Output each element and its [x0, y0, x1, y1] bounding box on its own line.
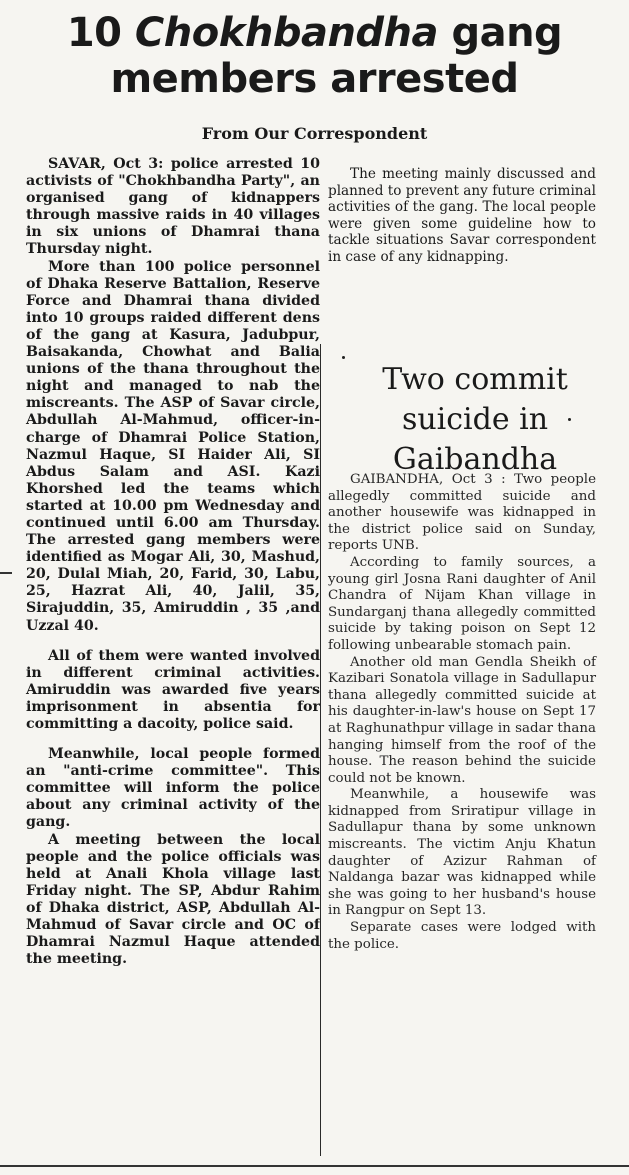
article-paragraph: A meeting between the local people and the police officials was held at Anali Khola village last Friday night. The SP, Abdur Rahim of Dhaka district, ASP, Abdullah Al-Mahmud of Savar circle and OC of Dhamrai Nazmul Haque attended the meeting.	[26, 831, 320, 968]
headline-number: 10	[66, 10, 122, 56]
article-paragraph: Meanwhile, a housewife was kidnapped from Sriratipur village in Sadullapur thana by some unknown miscreants. The victim Anju Khatun daughter of Azizur Rahman of Naldanga bazar was kidnapped while she was going to her husband's house in Rangpur on Sept 13.	[328, 787, 596, 919]
article-column-left	[26, 156, 320, 968]
article-paragraph: Meanwhile, local people formed an "anti-crime committee". This committee will inform the police about any criminal activity of the gang.	[26, 746, 320, 831]
second-article-column	[328, 472, 596, 953]
article-paragraph: According to family sources, a young girl Josna Rani daughter of Anil Chandra of Nijam Khan village in Sundarganj thana allegedly committed suicide by taking poison on Sept 12 following unbearable stomach pain.	[328, 554, 596, 653]
article-paragraph: More than 100 police personnel of Dhaka Reserve Battalion, Reserve Force and Dhamrai thana divided into 10 groups raided different dens of the gang at Kasura, Jadubpur, Baisakanda, Chowhat and Balia unions of the thana throughout the night and managed to nab the miscreants. The ASP of Savar circle, Abdullah Al-Mahmud, officer-in-charge of Dhamrai Police Station, Nazmul Haque, SI Haider Ali, SI Abdus Salam and ASI. Kazi Khorshed led the teams which started at 10.00 pm Wednesday and continued until 6.00 am Thursday. The arrested gang members were identified as Mogar Ali, 30, Mashud, 20, Dulal Miah, 20, Farid, 30, Labu, 25, Hazrat Ali, 40, Jalil, 35, Sirajuddin, 35, Amiruddin , 35 ,and Uzzal 40.	[26, 258, 320, 634]
article-column-right-continuation	[328, 166, 596, 265]
headline-line2: members arrested	[110, 56, 519, 102]
second-headline: Two commit suicide in Gaibandha	[382, 362, 568, 477]
bottom-rule	[0, 1165, 629, 1167]
print-speck	[342, 356, 345, 359]
article-paragraph: The meeting mainly discussed and planned to prevent any future criminal activities of the gang. The local people were given some guideline how to tackle situations Savar correspondent in case of any kidnapping.	[328, 166, 596, 265]
headline-line1-end: gang	[451, 10, 563, 56]
article-paragraph: Separate cases were lodged with the police.	[328, 920, 596, 952]
headline-gang-name: Chokhbandha	[134, 10, 439, 56]
byline: From Our Correspondent	[201, 124, 428, 143]
article-paragraph: Another old man Gendla Sheikh of Kazibari Sonatola village in Sadullapur thana allegedly committed suicide at his daughter-in-law's house on Sept 17 at Raghunathpur village in sadar thana hanging himself from the roof of the house. The reason behind the suicide could not be known.	[328, 654, 596, 786]
margin-mark	[0, 572, 12, 574]
article-paragraph: All of them were wanted involved in different criminal activities. Amiruddin was awarded five years imprisonment in absentia for committing a dacoity, police said.	[26, 647, 320, 732]
headline	[6, 10, 623, 102]
article-paragraph: SAVAR, Oct 3: police arrested 10 activists of "Chokhbandha Party", an organised gang of kidnappers through massive raids in 40 villages in six unions of Dhamrai thana Thursday night.	[26, 156, 320, 258]
article-paragraph: GAIBANDHA, Oct 3 : Two people allegedly committed suicide and another housewife was kidnapped in the district police said on Sunday, reports UNB.	[328, 472, 596, 554]
print-speck	[568, 418, 571, 421]
column-divider	[320, 344, 321, 1156]
